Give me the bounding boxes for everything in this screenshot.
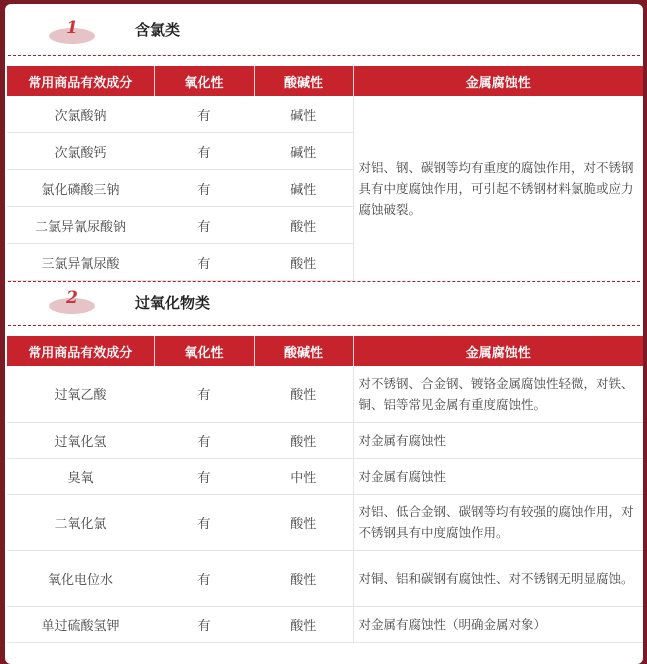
ingredient-cell: 二氧化氯 <box>7 494 154 550</box>
ingredient-cell: 二氯异氰尿酸钠 <box>7 207 154 244</box>
header-oxidizing: 氧化性 <box>154 66 254 96</box>
table-header-row <box>7 66 643 96</box>
table-header-row <box>7 336 643 366</box>
header-ingredient: 常用商品有效成分 <box>7 66 154 96</box>
ingredient-cell: 单过硫酸氢钾 <box>7 606 154 642</box>
corrosion-cell: 对金属有腐蚀性（明确金属对象） <box>353 606 643 642</box>
ph-cell: 碱性 <box>254 170 353 207</box>
ingredient-cell: 过氧乙酸 <box>7 366 154 422</box>
oxidizing-cell: 有 <box>154 606 254 642</box>
table-row <box>7 550 643 606</box>
table-row <box>7 422 643 458</box>
corrosion-cell: 对金属有腐蚀性 <box>353 422 643 458</box>
section-number: 2 <box>66 288 78 308</box>
corrosion-cell: 对铜、铝和碳钢有腐蚀性、对不锈钢无明显腐蚀。 <box>353 550 643 606</box>
oxidizing-cell: 有 <box>154 366 254 422</box>
ph-cell: 中性 <box>254 458 353 494</box>
chlorine-table <box>7 66 643 281</box>
corrosion-cell: 对金属有腐蚀性 <box>353 458 643 494</box>
oxidizing-cell: 有 <box>154 170 254 207</box>
oxidizing-cell: 有 <box>154 458 254 494</box>
header-oxidizing: 氧化性 <box>154 336 254 366</box>
ph-cell: 酸性 <box>254 207 353 244</box>
table-row <box>7 458 643 494</box>
header-corrosion: 金属腐蚀性 <box>353 336 643 366</box>
section-title: 含氯类 <box>135 21 181 39</box>
oxidizing-cell: 有 <box>154 422 254 458</box>
ph-cell: 酸性 <box>254 494 353 550</box>
table-row <box>7 606 643 642</box>
ingredient-cell: 氯化磷酸三钠 <box>7 170 154 207</box>
peroxide-table <box>7 336 643 643</box>
table-row <box>7 494 643 550</box>
ph-cell: 酸性 <box>254 606 353 642</box>
ph-cell: 酸性 <box>254 550 353 606</box>
corrosion-cell: 对铝、低合金钢、碳钢等均有较强的腐蚀作用，对不锈钢具有中度腐蚀作用。 <box>353 494 643 550</box>
ingredient-cell: 三氯异氰尿酸 <box>7 244 154 281</box>
oxidizing-cell: 有 <box>154 207 254 244</box>
section-header-1 <box>5 4 643 56</box>
ingredient-cell: 氧化电位水 <box>7 550 154 606</box>
header-ph: 酸碱性 <box>254 66 353 96</box>
section-number: 1 <box>66 18 78 38</box>
ph-cell: 碱性 <box>254 96 353 133</box>
oxidizing-cell: 有 <box>154 244 254 281</box>
header-ph: 酸碱性 <box>254 336 353 366</box>
dashed-divider <box>8 325 640 326</box>
oxidizing-cell: 有 <box>154 96 254 133</box>
header-ingredient: 常用商品有效成分 <box>7 336 154 366</box>
ph-cell: 酸性 <box>254 366 353 422</box>
ingredient-cell: 次氯酸钙 <box>7 133 154 170</box>
oxidizing-cell: 有 <box>154 133 254 170</box>
section-header-2 <box>8 281 640 326</box>
corrosion-cell: 对铝、钢、碳钢等均有重度的腐蚀作用，对不锈钢具有中度腐蚀作用，可引起不锈钢材料氯脆或应力腐蚀破裂。 <box>353 96 643 281</box>
corrosion-cell: 对不锈钢、合金钢、镀铬金属腐蚀性轻微，对铁、铜、铝等常见金属有重度腐蚀性。 <box>353 366 643 422</box>
ph-cell: 酸性 <box>254 244 353 281</box>
ingredient-cell: 臭氧 <box>7 458 154 494</box>
ph-cell: 碱性 <box>254 133 353 170</box>
header-corrosion: 金属腐蚀性 <box>353 66 643 96</box>
table-row <box>7 96 643 133</box>
section-title: 过氧化物类 <box>135 294 211 312</box>
ingredient-cell: 过氧化氢 <box>7 422 154 458</box>
ph-cell: 酸性 <box>254 422 353 458</box>
oxidizing-cell: 有 <box>154 494 254 550</box>
ingredient-cell: 次氯酸钠 <box>7 96 154 133</box>
oxidizing-cell: 有 <box>154 550 254 606</box>
content-card <box>5 4 643 664</box>
dashed-divider <box>8 55 640 56</box>
table-row <box>7 366 643 422</box>
